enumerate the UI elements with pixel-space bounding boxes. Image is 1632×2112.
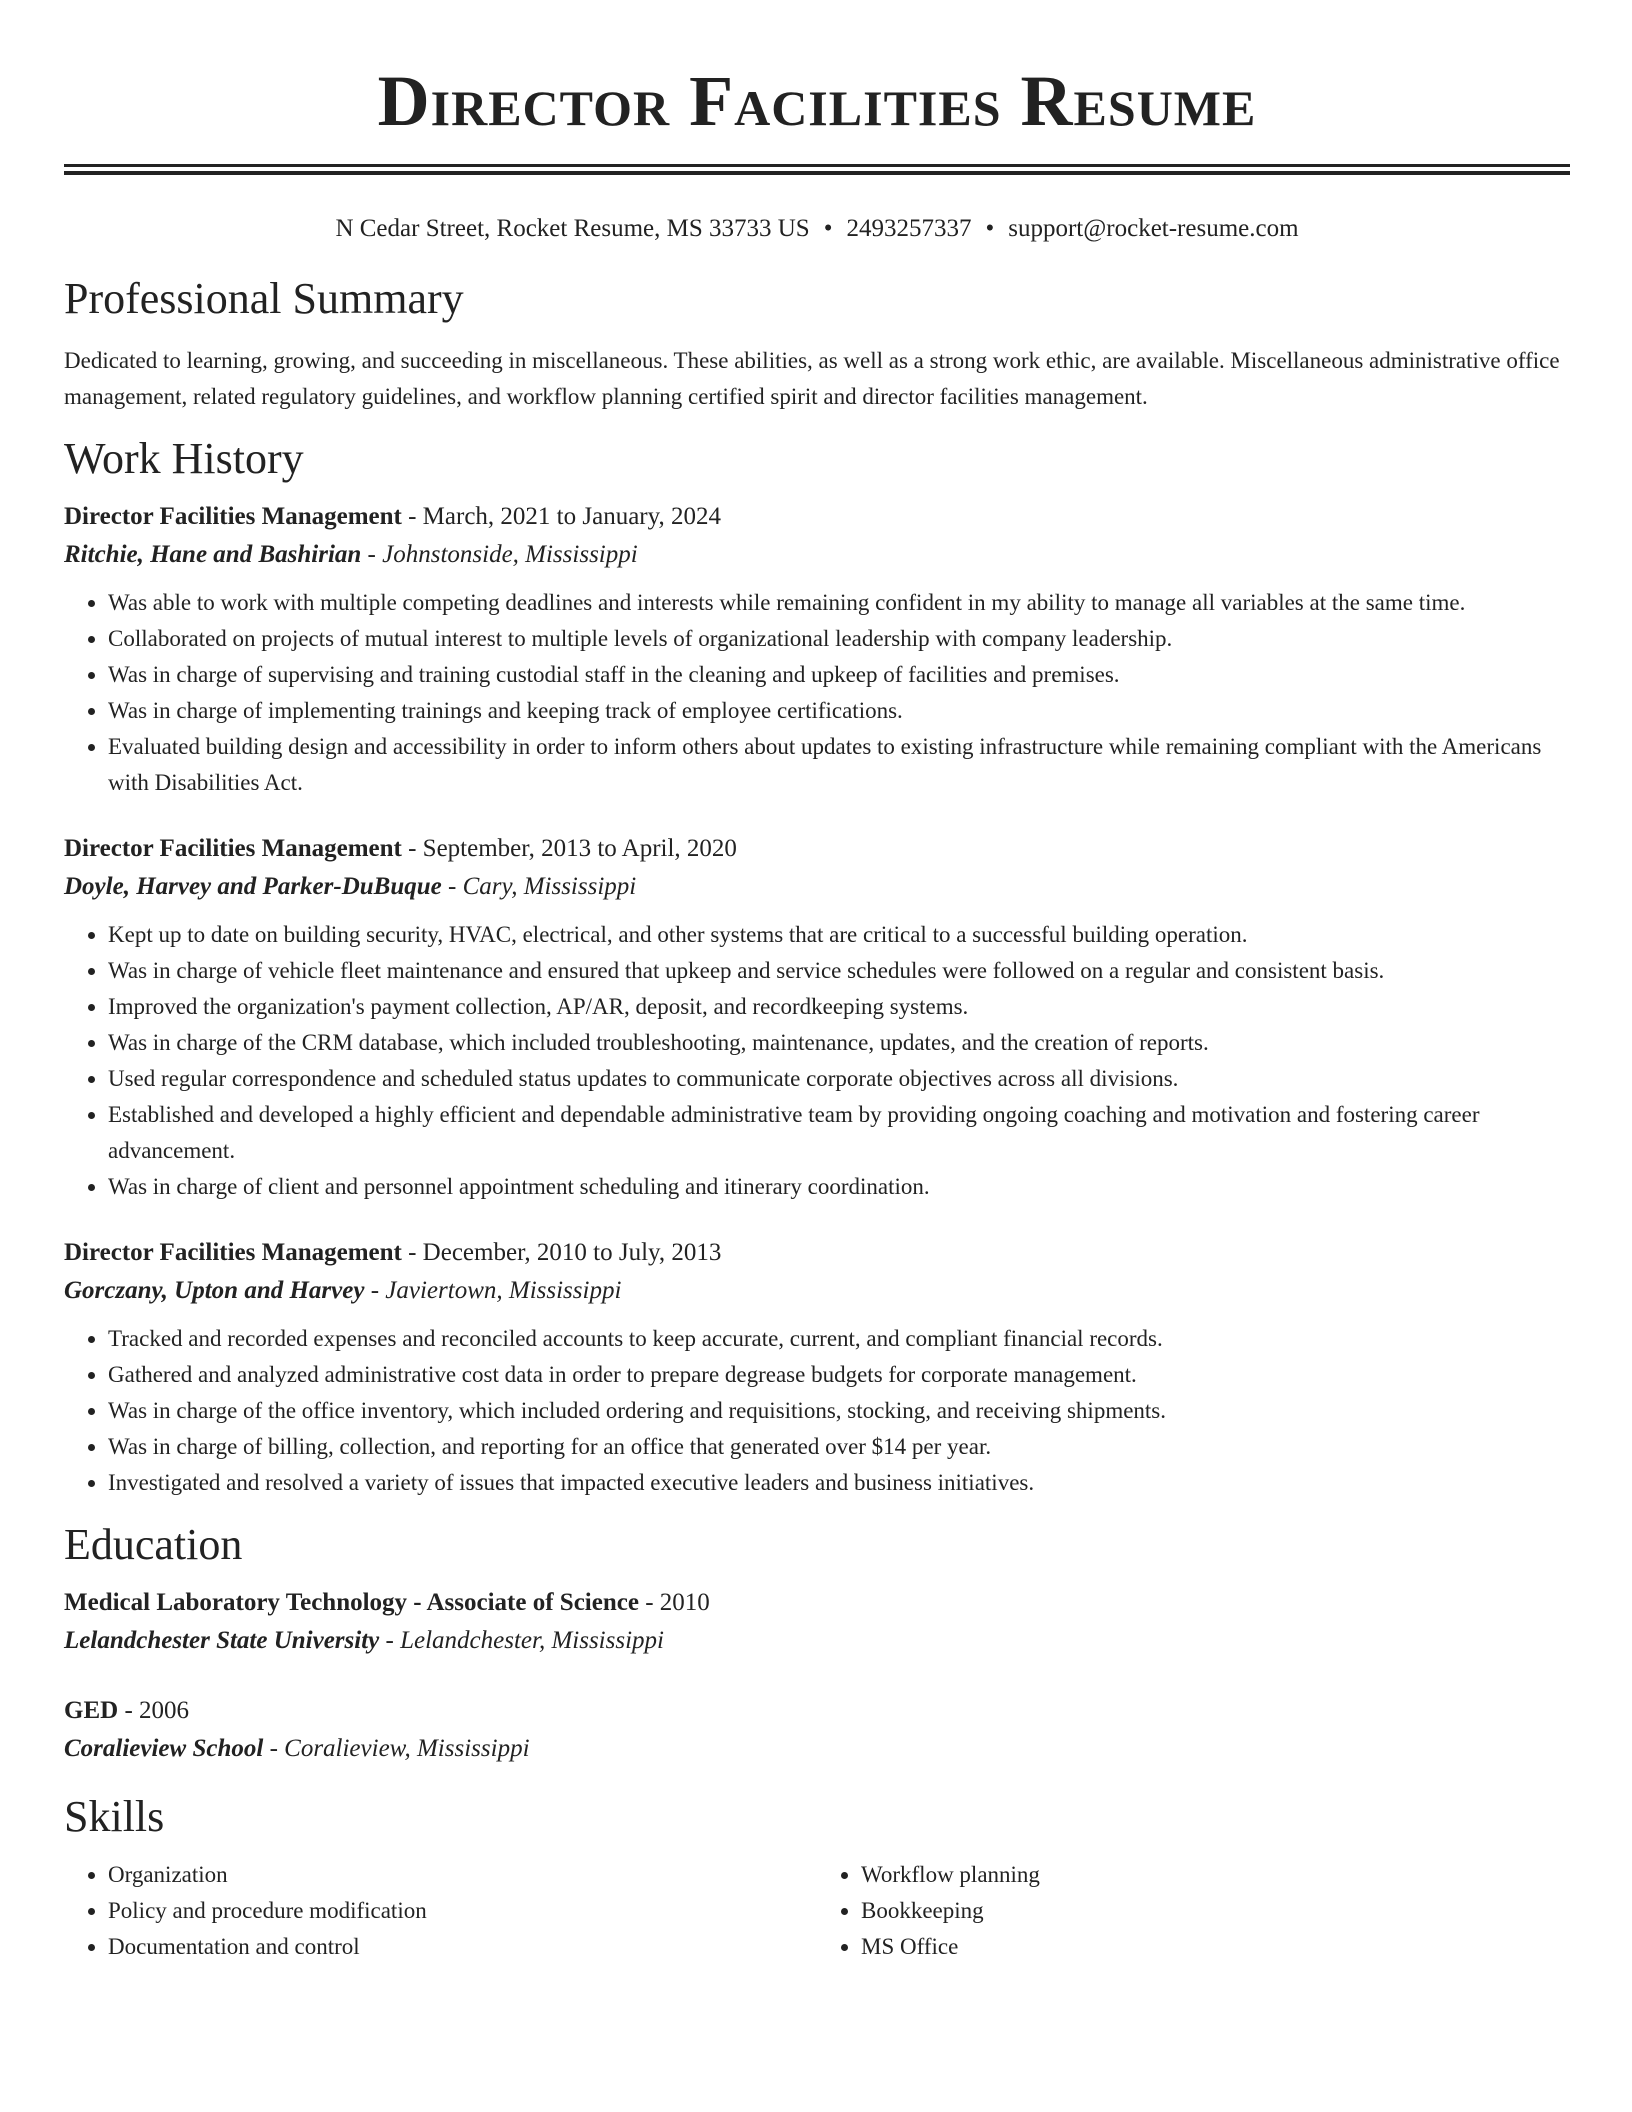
degree-line <box>64 1693 1570 1729</box>
job-bullet: • Was in charge of implementing trainings and keeping track of employee certifications. <box>108 693 1570 729</box>
job-bullet: • Improved the organization's payment collection, AP/AR, deposit, and recordkeeping systems. <box>108 989 1570 1025</box>
school-line <box>64 1621 1570 1661</box>
title-divider <box>64 164 1570 167</box>
job-bullet: • Gathered and analyzed administrative cost data in order to prepare degrease budgets for corporate management. <box>108 1357 1570 1393</box>
job-bullet: • Established and developed a highly efficient and dependable administrative team by providing ongoing coaching and motivation and fostering career advancement. <box>108 1097 1570 1169</box>
job-bullets <box>64 917 1570 1205</box>
degree-line <box>64 1585 1570 1621</box>
skills-column-right <box>817 1857 1570 1965</box>
skill-item: • MS Office <box>861 1929 1570 1965</box>
job-title: Director Facilities Management <box>64 835 402 862</box>
company-name: Ritchie, Hane and Bashirian <box>64 541 362 568</box>
contact-phone: 2493257337 <box>846 215 972 242</box>
school-location: - Coralieview, Mississippi <box>263 1735 530 1762</box>
job-dates: - March, 2021 to January, 2024 <box>401 503 721 530</box>
job-title-line <box>64 1235 1570 1271</box>
skill-item: • Documentation and control <box>108 1929 817 1965</box>
job-bullet: • Tracked and recorded expenses and reconciled accounts to keep accurate, current, and compliant financial records. <box>108 1321 1570 1357</box>
education-entry <box>64 1585 1570 1661</box>
job-dates: - September, 2013 to April, 2020 <box>401 835 737 862</box>
job-bullets <box>64 1321 1570 1501</box>
job-bullet: • Was in charge of client and personnel appointment scheduling and itinerary coordination. <box>108 1169 1570 1205</box>
job-bullet: • Was able to work with multiple competing deadlines and interests while remaining confident in my ability to manage all variables at the same time. <box>108 585 1570 621</box>
education-entry <box>64 1693 1570 1769</box>
school-location: - Lelandchester, Mississippi <box>379 1627 664 1654</box>
education-heading: Education <box>64 1520 243 1569</box>
job-entry <box>64 831 1570 1205</box>
work-history-heading: Work History <box>64 434 304 483</box>
company-line <box>64 1271 1570 1311</box>
degree-name: GED <box>64 1697 119 1724</box>
company-location: - Javiertown, Mississippi <box>364 1277 622 1304</box>
skill-item: • Policy and procedure modification <box>108 1893 817 1929</box>
job-entry <box>64 499 1570 801</box>
job-bullet: • Evaluated building design and accessibility in order to inform others about updates to existing infrastructure while remaining compliant with the Americans with Disabilities Act. <box>108 729 1570 801</box>
skills-list <box>64 1847 1570 1965</box>
skills-column-left <box>64 1857 817 1965</box>
degree-year: - 2006 <box>118 1697 190 1724</box>
company-location: - Johnstonside, Mississippi <box>361 541 638 568</box>
school-name: Coralieview School <box>64 1735 264 1762</box>
job-bullets <box>64 585 1570 801</box>
degree-name: Medical Laboratory Technology - Associate of Science <box>64 1589 639 1616</box>
job-bullet: • Collaborated on projects of mutual interest to multiple levels of organizational leadership with company leadership. <box>108 621 1570 657</box>
school-name: Lelandchester State University <box>64 1627 380 1654</box>
job-bullet: • Was in charge of the CRM database, which included troubleshooting, maintenance, updates, and the creation of reports. <box>108 1025 1570 1061</box>
company-location: - Cary, Mississippi <box>441 873 637 900</box>
contact-email: support@rocket-resume.com <box>1008 215 1299 242</box>
job-bullet: • Was in charge of the office inventory, which included ordering and requisitions, stocking, and receiving shipments. <box>108 1393 1570 1429</box>
contact-address: N Cedar Street, Rocket Resume, MS 33733 US <box>335 215 810 242</box>
job-entry <box>64 1235 1570 1501</box>
job-bullet: • Was in charge of vehicle fleet maintenance and ensured that upkeep and service schedules were followed on a regular and consistent basis. <box>108 953 1570 989</box>
skills-heading: Skills <box>64 1792 165 1841</box>
job-bullet: • Was in charge of supervising and training custodial staff in the cleaning and upkeep of facilities and premises. <box>108 657 1570 693</box>
job-title: Director Facilities Management <box>64 1239 402 1266</box>
summary-text: Dedicated to learning, growing, and succeeding in miscellaneous. These abilities, as well as a strong work ethic, are available. Miscellaneous administrative office management, related regulatory guidelines, and workflow planning certified spirit and director facilities management. <box>64 348 1560 409</box>
summary-heading: Professional Summary <box>64 274 464 323</box>
company-name: Doyle, Harvey and Parker-DuBuque <box>64 873 442 900</box>
contact-line <box>64 213 1570 245</box>
skill-item: • Workflow planning <box>861 1857 1570 1893</box>
degree-year: - 2010 <box>638 1589 710 1616</box>
company-name: Gorczany, Upton and Harvey <box>64 1277 365 1304</box>
company-line <box>64 867 1570 907</box>
job-bullet: • Used regular correspondence and scheduled status updates to communicate corporate objectives across all divisions. <box>108 1061 1570 1097</box>
job-bullet: • Was in charge of billing, collection, and reporting for an office that generated over $14 per year. <box>108 1429 1570 1465</box>
resume-page <box>64 0 1570 1965</box>
resume-title: Director Facilities Resume <box>377 61 1257 141</box>
job-bullet: • Investigated and resolved a variety of issues that impacted executive leaders and business initiatives. <box>108 1465 1570 1501</box>
job-dates: - December, 2010 to July, 2013 <box>401 1239 722 1266</box>
job-title-line <box>64 831 1570 867</box>
contact-separator: • <box>823 215 833 242</box>
skill-item: • Bookkeeping <box>861 1893 1570 1929</box>
skill-item: • Organization <box>108 1857 817 1893</box>
school-line <box>64 1729 1570 1769</box>
company-line <box>64 535 1570 575</box>
job-title-line <box>64 499 1570 535</box>
contact-separator: • <box>985 215 995 242</box>
job-bullet: • Kept up to date on building security, HVAC, electrical, and other systems that are critical to a successful building operation. <box>108 917 1570 953</box>
job-title: Director Facilities Management <box>64 503 402 530</box>
